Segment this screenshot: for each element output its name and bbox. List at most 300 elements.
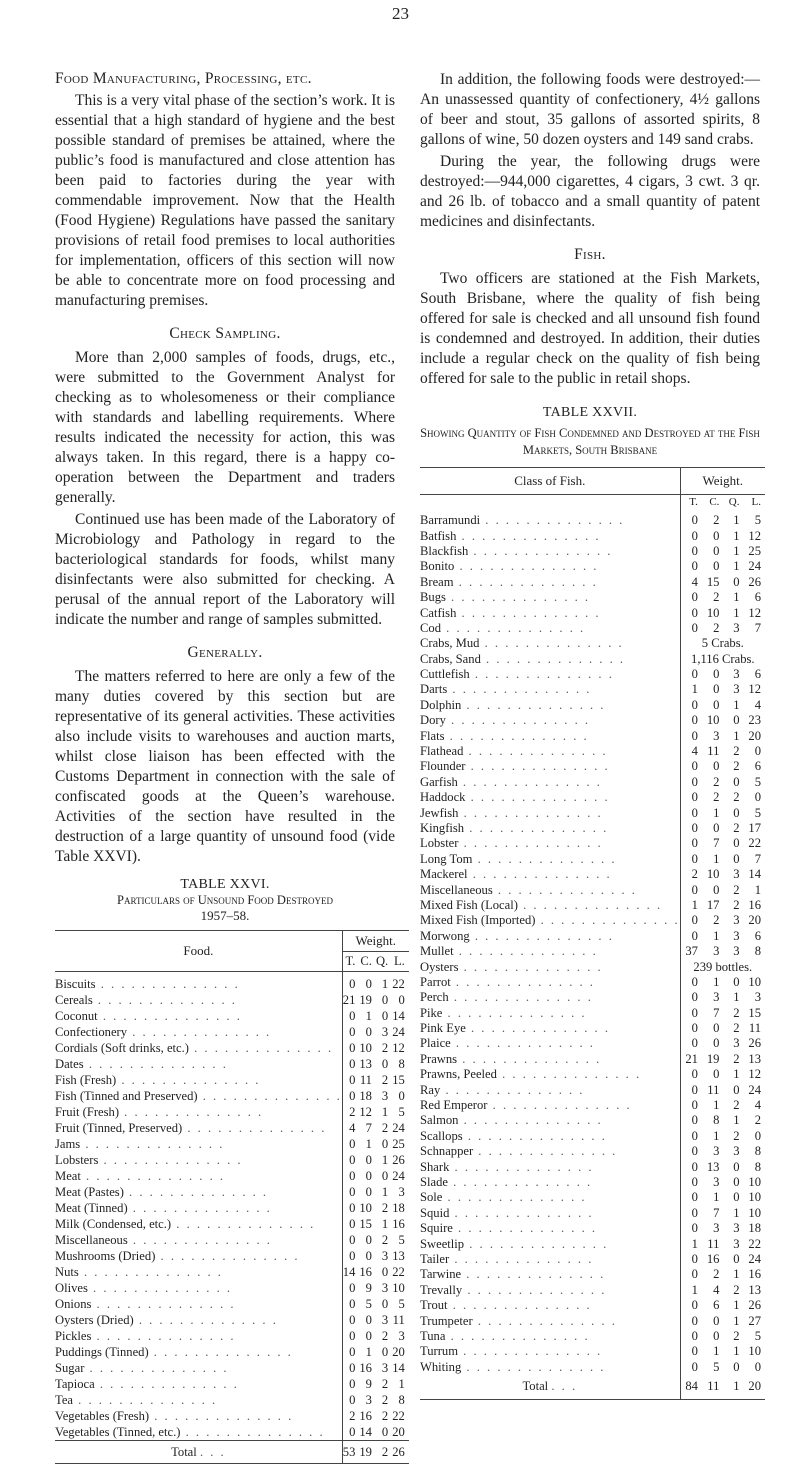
table-row xyxy=(55,1280,409,1296)
table-row xyxy=(55,1344,409,1360)
cell-cwt: 1 xyxy=(713,1190,720,1205)
row-name: Oysters (Dried) xyxy=(55,1312,134,1327)
cell-lb: 12 xyxy=(748,528,761,543)
row-name: Lobsters xyxy=(55,1152,99,1167)
row-label: Pickles . . . . . . . . . . . . . . xyxy=(55,1328,236,1343)
table-row xyxy=(420,1252,765,1267)
cell-qr: 0 xyxy=(381,1424,389,1439)
page-number: 23 xyxy=(392,4,409,23)
row-name: Barramundi xyxy=(420,513,481,528)
row-label: Squire . . . . . . . . . . . . . . xyxy=(420,1221,598,1236)
cell-cwt: 11 xyxy=(707,1236,720,1251)
row-name: Mixed Fish (Local) xyxy=(420,897,518,912)
row-label: Batfish . . . . . . . . . . . . . . xyxy=(420,528,601,543)
cell-qr: 3 xyxy=(733,928,740,943)
cell-tons: 0 xyxy=(680,1359,702,1374)
cell-cwt: 3 xyxy=(713,1221,720,1236)
fish-heading: Fish. xyxy=(574,246,606,263)
row-name: Cuttlefish xyxy=(420,667,470,682)
cell-qr: 1 xyxy=(733,590,740,605)
row-label: Schnapper . . . . . . . . . . . . . . xyxy=(420,1144,618,1159)
row-name: Squid xyxy=(420,1205,450,1220)
cell-lb: 24 xyxy=(392,1024,405,1039)
row-label: Onions . . . . . . . . . . . . . . xyxy=(55,1296,236,1311)
row-name: Haddock xyxy=(420,790,466,805)
cell-cwt: 16 xyxy=(706,1251,720,1266)
row-label: Bugs . . . . . . . . . . . . . . xyxy=(420,590,591,605)
cell-tons: 0 xyxy=(680,759,702,774)
drugs-paragraph: During the year, the following drugs were destroyed:—944,000 cigarettes, 4 cigars, 3 cwt. 3 qr. and 26 lb. of tobacco and a small quantity of patent medicines and disinfectants. xyxy=(420,153,760,230)
cell-qr: 2 xyxy=(733,882,740,897)
row-name: Dates xyxy=(55,1056,84,1071)
weight-column-header: Weight. xyxy=(680,468,765,495)
cell-cwt: 0 xyxy=(713,682,720,697)
table-xxvi-caption: Particulars of Unsound Food Destroyed xyxy=(117,893,333,907)
cell-lb: 8 xyxy=(398,1392,405,1407)
cell-cwt: 0 xyxy=(713,559,720,574)
table-row xyxy=(420,1082,765,1097)
row-name: Garfish xyxy=(420,774,458,789)
row-name: Puddings (Tinned) xyxy=(55,1344,149,1359)
row-label: Flathead . . . . . . . . . . . . . . xyxy=(420,744,608,759)
row-name: Confectionery xyxy=(55,1024,128,1039)
cell-lb: 0 xyxy=(754,790,761,805)
cell-qr: 0 xyxy=(733,851,740,866)
cell-lb: 24 xyxy=(748,1082,761,1097)
row-name: Blackfish xyxy=(420,543,469,558)
cell-qr: 3 xyxy=(733,1221,740,1236)
cell-cwt: 16 xyxy=(359,1360,372,1375)
table-row xyxy=(420,1283,765,1298)
row-note: 1,116 Crabs. xyxy=(680,652,765,667)
cell-cwt: 3 xyxy=(713,728,720,743)
cell-lb: 16 xyxy=(392,1216,405,1231)
cell-qr: 1 xyxy=(733,1344,740,1359)
row-name: Red Emperor xyxy=(420,1098,488,1113)
cell-tons: 0 xyxy=(680,882,702,897)
cell-lb: 13 xyxy=(748,1282,761,1297)
row-label: Jewfish . . . . . . . . . . . . . . xyxy=(420,805,603,820)
cell-lb: 6 xyxy=(754,928,761,943)
cell-cwt: 0 xyxy=(365,1184,372,1199)
row-name: Mixed Fish (Imported) xyxy=(420,913,536,928)
cell-tons: 1 xyxy=(680,1283,702,1298)
cell-cwt: 2 xyxy=(713,913,720,928)
cell-cwt: 3 xyxy=(713,1144,720,1159)
cell-lb: 18 xyxy=(748,1221,761,1236)
row-name: Flats xyxy=(420,728,445,743)
row-label: Confectionery . . . . . . . . . . . . . . xyxy=(55,1024,272,1039)
cell-cwt: 2 xyxy=(713,790,720,805)
table-row xyxy=(420,1344,765,1359)
row-name: Crabs, Mud xyxy=(420,636,480,651)
unit-lb-header: L. xyxy=(393,954,405,968)
cell-lb: 6 xyxy=(754,759,761,774)
row-name: Tapioca xyxy=(55,1376,95,1391)
cell-qr: 1 xyxy=(381,1184,389,1199)
cell-lb: 0 xyxy=(754,744,761,759)
cell-lb: 20 xyxy=(748,913,761,928)
cell-tons: 0 xyxy=(680,528,702,543)
cell-qr: 2 xyxy=(381,1328,389,1343)
cell-lb: 3 xyxy=(398,1328,405,1343)
cell-lb: 13 xyxy=(392,1248,405,1263)
cell-qr: 2 xyxy=(381,1376,389,1391)
table-row xyxy=(55,1328,409,1344)
table-row xyxy=(420,805,765,820)
table-xxvi-title: TABLE XXVI. xyxy=(180,877,270,892)
row-label: Bream . . . . . . . . . . . . . . xyxy=(420,574,598,589)
row-label: Trumpeter . . . . . . . . . . . . . . xyxy=(420,1313,617,1328)
row-name: Cod xyxy=(420,620,441,635)
row-name: Flathead xyxy=(420,744,464,759)
cell-cwt: 3 xyxy=(365,1392,372,1407)
cell-cwt: 0 xyxy=(713,882,720,897)
cell-tons: 0 xyxy=(342,1344,359,1360)
cell-tons: 0 xyxy=(680,1129,702,1144)
cell-lb: 15 xyxy=(748,1005,761,1020)
cell-cwt: 0 xyxy=(713,697,720,712)
cell-qr: 2 xyxy=(733,1098,740,1113)
cell-lb: 4 xyxy=(754,697,761,712)
row-label: Pink Eye . . . . . . . . . . . . . . xyxy=(420,1021,610,1036)
cell-lb: 7 xyxy=(754,620,761,635)
row-name: Biscuits xyxy=(55,976,96,991)
row-name: Ray xyxy=(420,1082,441,1097)
table-row xyxy=(420,544,765,559)
row-name: Onions xyxy=(55,1296,92,1311)
cell-tons: 0 xyxy=(680,1144,702,1159)
cell-lb: 24 xyxy=(392,1168,405,1183)
cell-tons: 0 xyxy=(680,975,702,990)
table-row xyxy=(420,775,765,790)
cell-tons: 0 xyxy=(680,775,702,790)
cell-lb: 0 xyxy=(398,992,405,1007)
cell-lb: 10 xyxy=(748,1174,761,1189)
cell-tons: 1 xyxy=(680,682,702,697)
row-label: Squid . . . . . . . . . . . . . . xyxy=(420,1205,594,1220)
row-name: Tailer xyxy=(420,1251,450,1266)
cell-tons: 0 xyxy=(342,1136,359,1152)
cell-lb: 5 xyxy=(754,774,761,789)
row-name: Bugs xyxy=(420,590,446,605)
food-column-header: Food. xyxy=(55,931,342,972)
table-row xyxy=(55,1232,409,1248)
cell-qr: 0 xyxy=(733,805,740,820)
row-name: Squire xyxy=(420,1221,453,1236)
cell-lb: 20 xyxy=(392,1344,405,1359)
cell-lb: 11 xyxy=(392,1312,405,1327)
row-label: Olives . . . . . . . . . . . . . . xyxy=(55,1280,233,1295)
cell-cwt: 15 xyxy=(359,1216,372,1231)
cell-tons: 0 xyxy=(680,990,702,1005)
cell-cwt: 9 xyxy=(365,1280,372,1295)
unit-tons-header: T. xyxy=(680,495,702,510)
table-row xyxy=(420,1190,765,1205)
table-row xyxy=(55,1200,409,1216)
cell-lb: 3 xyxy=(754,990,761,1005)
row-label: Meat . . . . . . . . . . . . . . xyxy=(55,1168,226,1183)
cell-tons: 0 xyxy=(680,1190,702,1205)
cell-tons: 0 xyxy=(342,972,359,993)
cell-qr: 0 xyxy=(381,992,389,1007)
row-label: Turrum . . . . . . . . . . . . . . xyxy=(420,1344,603,1359)
total-lb: 26 xyxy=(392,1444,405,1459)
total-lb: 20 xyxy=(748,1379,761,1394)
cell-lb: 14 xyxy=(392,1360,405,1375)
generally-paragraph: The matters referred to here are only a few of the many duties covered by this section but are representative of its general activities. These activities also include visits to warehouses and auction marts, whilst close liaison has been effected with the Customs Department in connection with the sale of confiscated goods at the Queen’s warehouse. Activities of the section have resulted in the destruction of a large quantity of unsound food (vide Table XXVI). xyxy=(55,668,395,865)
row-label: Dolphin . . . . . . . . . . . . . . xyxy=(420,697,606,712)
cell-lb: 8 xyxy=(754,1159,761,1174)
row-name: Trumpeter xyxy=(420,1313,473,1328)
table-row xyxy=(420,621,765,636)
cell-lb: 10 xyxy=(748,1344,761,1359)
row-label: Vegetables (Fresh) . . . . . . . . . . . . . . xyxy=(55,1408,294,1423)
total-tons: 53 xyxy=(342,1441,359,1464)
table-row xyxy=(420,929,765,944)
total-cwt: 11 xyxy=(707,1379,720,1394)
cell-tons: 1 xyxy=(680,898,702,913)
cell-qr: 0 xyxy=(733,974,740,989)
addition-paragraph: In addition, the following foods were destroyed:—An unassessed quantity of confectionery, 4½ gallons of beer and stout, 35 gallons of assorted spirits, 8 gallons of wine, 50 dozen oysters and 149 sand crabs. xyxy=(420,71,760,148)
cell-cwt: 7 xyxy=(713,1205,720,1220)
table-row xyxy=(420,1206,765,1221)
cell-tons: 0 xyxy=(342,1328,359,1344)
cell-tons: 0 xyxy=(342,1040,359,1056)
cell-cwt: 12 xyxy=(359,1104,372,1119)
row-name: Perch xyxy=(420,990,449,1005)
table-row xyxy=(420,1159,765,1174)
table-xxvi-year: 1957–58. xyxy=(200,908,250,923)
table-row xyxy=(420,913,765,928)
table-xxvi xyxy=(55,930,409,1464)
cell-qr: 2 xyxy=(381,1120,389,1135)
table-row xyxy=(420,744,765,759)
row-name: Meat xyxy=(55,1168,81,1183)
row-label: Meat (Pastes) . . . . . . . . . . . . . . xyxy=(55,1184,269,1199)
table-row xyxy=(420,590,765,605)
cell-cwt: 0 xyxy=(713,1021,720,1036)
class-column-header: Class of Fish. xyxy=(514,473,586,488)
cell-cwt: 16 xyxy=(359,1264,372,1279)
cell-cwt: 0 xyxy=(365,1024,372,1039)
cell-lb: 25 xyxy=(748,543,761,558)
cell-tons: 0 xyxy=(680,1206,702,1221)
cell-tons: 0 xyxy=(342,1360,359,1376)
cell-qr: 0 xyxy=(381,1008,389,1023)
cell-lb: 24 xyxy=(392,1120,405,1135)
cell-tons: 0 xyxy=(680,1221,702,1236)
cell-lb: 5 xyxy=(398,1296,405,1311)
row-label: Fruit (Tinned, Preserved) . . . . . . . . . . . . . . xyxy=(55,1120,327,1135)
cell-tons: 4 xyxy=(342,1120,359,1136)
cell-lb: 22 xyxy=(392,1408,405,1423)
cell-tons: 0 xyxy=(680,1267,702,1282)
cell-qr: 2 xyxy=(733,744,740,759)
table-row xyxy=(55,1248,409,1264)
cell-qr: 3 xyxy=(733,620,740,635)
table-row xyxy=(420,575,765,590)
cell-qr: 0 xyxy=(733,836,740,851)
table-row xyxy=(420,1144,765,1159)
cell-tons: 0 xyxy=(342,1248,359,1264)
table-xxvii xyxy=(420,467,765,1400)
row-label: Coconut . . . . . . . . . . . . . . xyxy=(55,1008,242,1023)
row-name: Milk (Condensed, etc.) xyxy=(55,1216,172,1231)
food-heading: Food Manufacturing, Processing, etc. xyxy=(55,70,312,87)
table-row xyxy=(55,1264,409,1280)
cell-qr: 1 xyxy=(733,1267,740,1282)
row-label: Flounder . . . . . . . . . . . . . . xyxy=(420,759,610,774)
unit-qr-header: Q. xyxy=(375,954,389,968)
cell-tons: 0 xyxy=(342,1072,359,1088)
row-name: Flounder xyxy=(420,759,466,774)
cell-qr: 3 xyxy=(381,1360,389,1375)
table-row xyxy=(420,1298,765,1313)
row-label: Whiting . . . . . . . . . . . . . . xyxy=(420,1359,606,1374)
cell-lb: 10 xyxy=(748,974,761,989)
check-paragraph-2: Continued use has been made of the Laboratory of Microbiology and Pathology in regard to the bacteriological standards for foods, whilst many disinfectants were also submitted for checking. A perusal of the annual report of the Laboratory will indicate the number and range of samples submitted. xyxy=(55,511,395,628)
table-row xyxy=(420,836,765,851)
cell-qr: 0 xyxy=(733,1174,740,1189)
table-row xyxy=(420,1221,765,1236)
row-label: Catfish . . . . . . . . . . . . . . xyxy=(420,605,601,620)
cell-cwt: 3 xyxy=(713,990,720,1005)
cell-qr: 3 xyxy=(733,1236,740,1251)
cell-tons: 1 xyxy=(680,1236,702,1251)
cell-cwt: 0 xyxy=(713,821,720,835)
row-name: Fish (Fresh) xyxy=(55,1072,117,1087)
cell-qr: 1 xyxy=(733,1067,740,1082)
table-row xyxy=(55,1120,409,1136)
cell-lb: 15 xyxy=(392,1072,405,1087)
row-name: Prawns xyxy=(420,1051,458,1066)
table-row xyxy=(55,1408,409,1424)
row-label: Mushrooms (Dried) . . . . . . . . . . . . . . xyxy=(55,1248,300,1263)
row-name: Salmon xyxy=(420,1113,459,1128)
row-name: Tuna xyxy=(420,1328,446,1343)
cell-lb: 6 xyxy=(754,590,761,605)
row-label: Long Tom . . . . . . . . . . . . . . xyxy=(420,851,617,866)
row-label: Lobsters . . . . . . . . . . . . . . xyxy=(55,1152,243,1167)
cell-lb: 26 xyxy=(392,1152,405,1167)
cell-tons: 0 xyxy=(680,929,702,944)
cell-qr: 0 xyxy=(381,1168,389,1183)
cell-lb: 24 xyxy=(748,1251,761,1266)
table-row xyxy=(420,528,765,543)
cell-cwt: 2 xyxy=(713,620,720,635)
cell-cwt: 6 xyxy=(713,1298,720,1313)
cell-tons: 0 xyxy=(680,667,702,682)
cell-lb: 20 xyxy=(392,1424,405,1439)
cell-lb: 1 xyxy=(754,882,761,897)
cell-lb: 16 xyxy=(748,1267,761,1282)
row-label: Miscellaneous . . . . . . . . . . . . . . xyxy=(55,1232,272,1247)
cell-qr: 2 xyxy=(381,1232,389,1247)
cell-qr: 2 xyxy=(381,1200,389,1215)
row-name: Bream xyxy=(420,574,454,589)
cell-tons: 0 xyxy=(342,1152,359,1168)
cell-cwt: 4 xyxy=(713,1282,720,1297)
row-label: Flats . . . . . . . . . . . . . . xyxy=(420,728,589,743)
cell-cwt: 1 xyxy=(713,851,720,866)
cell-tons: 0 xyxy=(342,1216,359,1232)
cell-tons: 0 xyxy=(342,1376,359,1392)
cell-qr: 3 xyxy=(381,1280,389,1295)
cell-qr: 3 xyxy=(381,1312,389,1327)
row-name: Nuts xyxy=(55,1264,79,1279)
cell-cwt: 17 xyxy=(706,897,720,912)
cell-lb: 22 xyxy=(748,1236,761,1251)
row-name: Turrum xyxy=(420,1344,459,1359)
table-row xyxy=(420,821,765,836)
table-row xyxy=(55,1024,409,1040)
row-label: Puddings (Tinned) . . . . . . . . . . . . . . xyxy=(55,1344,293,1359)
cell-lb: 22 xyxy=(392,976,405,991)
table-row xyxy=(420,790,765,805)
cell-qr: 1 xyxy=(733,728,740,743)
total-qr: 1 xyxy=(733,1379,740,1394)
weight-column-header: Weight. xyxy=(342,931,409,952)
cell-tons: 0 xyxy=(680,1006,702,1021)
row-name: Oysters xyxy=(420,959,459,974)
table-row xyxy=(55,1056,409,1072)
cell-qr: 3 xyxy=(733,682,740,697)
row-label: Trout . . . . . . . . . . . . . . xyxy=(420,1298,592,1313)
row-name: Miscellaneous xyxy=(55,1232,128,1247)
cell-cwt: 14 xyxy=(359,1424,372,1439)
row-label: Pike . . . . . . . . . . . . . . xyxy=(420,1005,587,1020)
row-label: Tarwine . . . . . . . . . . . . . . xyxy=(420,1267,606,1282)
row-name: Sweetlip xyxy=(420,1236,465,1251)
cell-qr: 1 xyxy=(381,1216,389,1231)
row-name: Batfish xyxy=(420,528,457,543)
table-row xyxy=(420,1267,765,1282)
cell-lb: 1 xyxy=(398,1376,405,1391)
table-row xyxy=(55,1424,409,1441)
cell-tons: 0 xyxy=(680,590,702,605)
cell-lb: 0 xyxy=(754,1359,761,1374)
row-label: Barramundi . . . . . . . . . . . . . . xyxy=(420,513,625,528)
row-note: 5 Crabs. xyxy=(680,636,765,651)
row-name: Plaice xyxy=(420,1036,451,1051)
table-row xyxy=(55,1136,409,1152)
cell-lb: 26 xyxy=(748,1036,761,1051)
right-column xyxy=(420,70,760,1400)
table-row xyxy=(420,959,765,974)
table-row xyxy=(55,1152,409,1168)
cell-qr: 3 xyxy=(733,944,740,959)
cell-lb: 5 xyxy=(754,513,761,528)
cell-qr: 3 xyxy=(733,867,740,882)
row-name: Mushrooms (Dried) xyxy=(55,1248,156,1263)
table-row xyxy=(420,509,765,528)
row-label: Ray . . . . . . . . . . . . . . xyxy=(420,1082,585,1097)
row-name: Pickles xyxy=(55,1328,92,1343)
row-name: Prawns, Peeled xyxy=(420,1067,497,1082)
cell-cwt: 8 xyxy=(713,1113,720,1128)
table-row xyxy=(55,1072,409,1088)
cell-tons: 0 xyxy=(680,605,702,620)
table-row xyxy=(420,852,765,867)
row-name: Fish (Tinned and Preserved) xyxy=(55,1088,198,1103)
unit-qr-header: Q. xyxy=(728,496,740,508)
row-label: Crabs, Sand . . . . . . . . . . . . . . xyxy=(420,651,626,666)
table-row xyxy=(420,944,765,959)
row-name: Darts xyxy=(420,682,448,697)
cell-lb: 24 xyxy=(748,559,761,574)
table-row xyxy=(55,1040,409,1056)
